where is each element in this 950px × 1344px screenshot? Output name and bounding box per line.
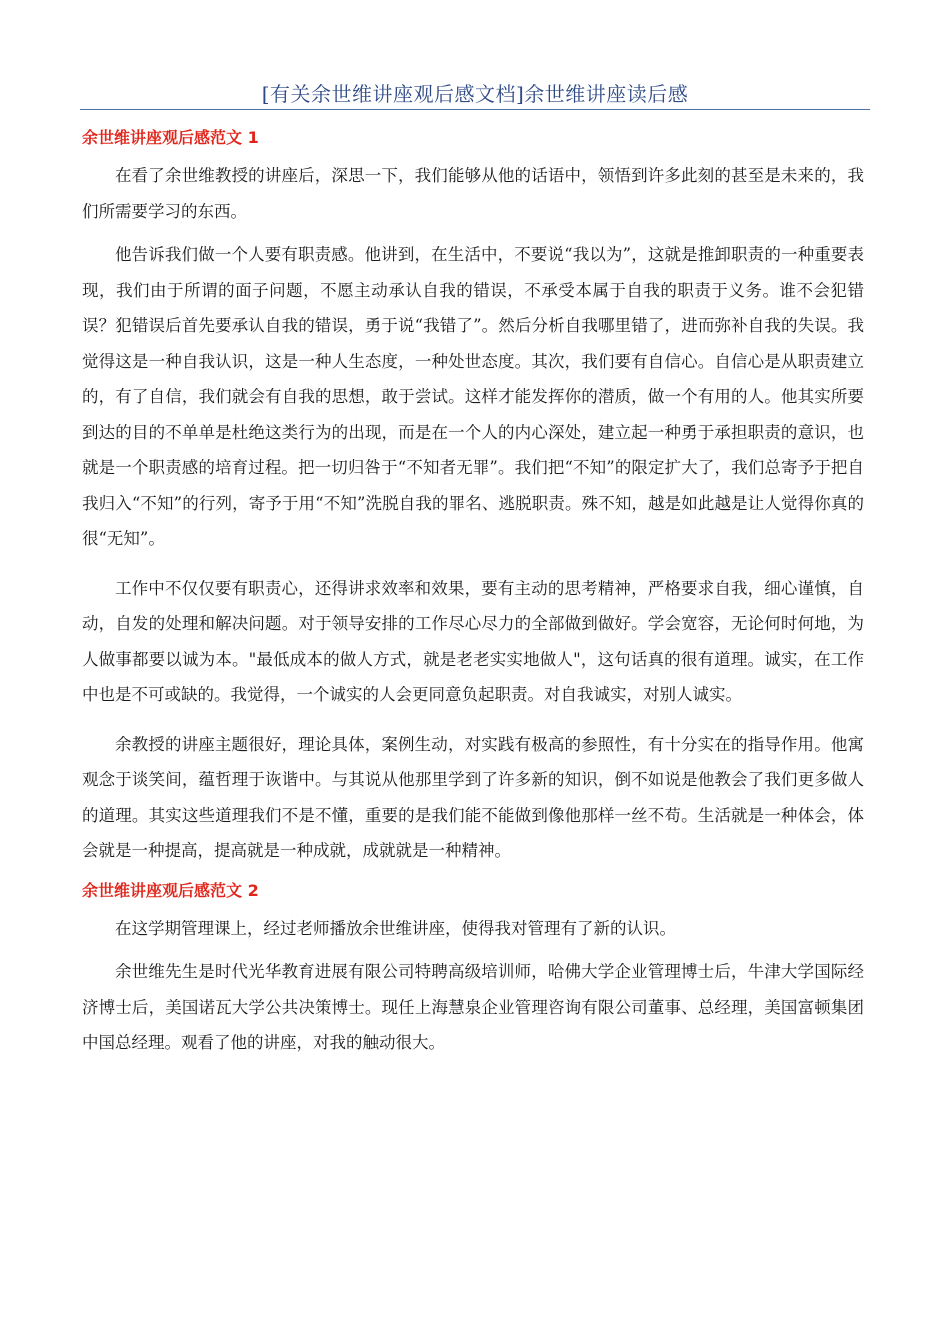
section-heading-1: 余世维讲座观后感范文 1 — [82, 128, 259, 147]
paragraph: 余世维先生是时代光华教育进展有限公司特聘高级培训师，哈佛大学企业管理博士后，牛津大学国际经济博士后，美国诺瓦大学公共决策博士。现任上海慧泉企业管理咨询有限公司董事、总经理，美国富顿集团中国总经理。观看了他的讲座，对我的触动很大。 — [82, 962, 864, 1052]
paragraph: 余教授的讲座主题很好，理论具体，案例生动，对实践有极高的参照性，有十分实在的指导作用。他寓观念于谈笑间，蕴哲理于诙谐中。与其说从他那里学到了许多新的知识，倒不如说是他教会了我们更多做人的道理。其实这些道理我们不是不懂，重要的是我们能不能做到像他那样一丝不苟。生活就是一种体会，体会就是一种提高，提高就是一种成就，成就就是一种精神。 — [82, 734, 864, 860]
paragraph: 在这学期管理课上，经过老师播放余世维讲座，使得我对管理有了新的认识。 — [115, 918, 676, 938]
paragraph: 他告诉我们做一个人要有职责感。他讲到，在生活中，不要说“我以为”，这就是推卸职责的一种重要表现，我们由于所谓的面子问题，不愿主动承认自我的错误，不承受本属于自我的职责于义务。谁不会犯错误？犯错误后首先要承认自我的错误，勇于说“我错了”。然后分析自我哪里错了，进而弥补自我的失误。我觉得这是一种自我认识，这是一种人生态度，一种处世态度。其次，我们要有自信心。自信心是从职责建立的，有了自信，我们就会有自我的思想，敢于尝试。这样才能发挥你的潜质，做一个有用的人。他其实所要到达的目的不单单是杜绝这类行为的出现，而是在一个人的内心深处，建立起一种勇于承担职责的意识，也就是一个职责感的培育过程。把一切归咎于“不知者无罪”。我们把“不知”的限定扩大了，我们总寄予于把自我归入“不知”的行列，寄予于用“不知”洗脱自我的罪名、逃脱职责。殊不知，越是如此越是让人觉得你真的很“无知”。 — [82, 245, 864, 548]
header-divider — [80, 109, 870, 110]
document-body — [82, 124, 864, 1075]
paragraph: 工作中不仅仅要有职责心，还得讲求效率和效果，要有主动的思考精神，严格要求自我，细心谨慎，自动，自发的处理和解决问题。对于领导安排的工作尽心尽力的全部做到做好。学会宽容，无论何时何地，为人做事都要以诚为本。"最低成本的做人方式，就是老老实实地做人"，这句话真的很有道理。诚实，在工作中也是不可或缺的。我觉得，一个诚实的人会更同意负起职责。对自我诚实，对别人诚实。 — [82, 578, 864, 704]
paragraph: 在看了余世维教授的讲座后，深思一下，我们能够从他的话语中，领悟到许多此刻的甚至是未来的，我们所需要学习的东西。 — [82, 166, 864, 221]
section-heading-2: 余世维讲座观后感范文 2 — [82, 880, 259, 900]
page-header-title: [有关余世维讲座观后感文档]余世维讲座读后感 — [261, 82, 689, 106]
